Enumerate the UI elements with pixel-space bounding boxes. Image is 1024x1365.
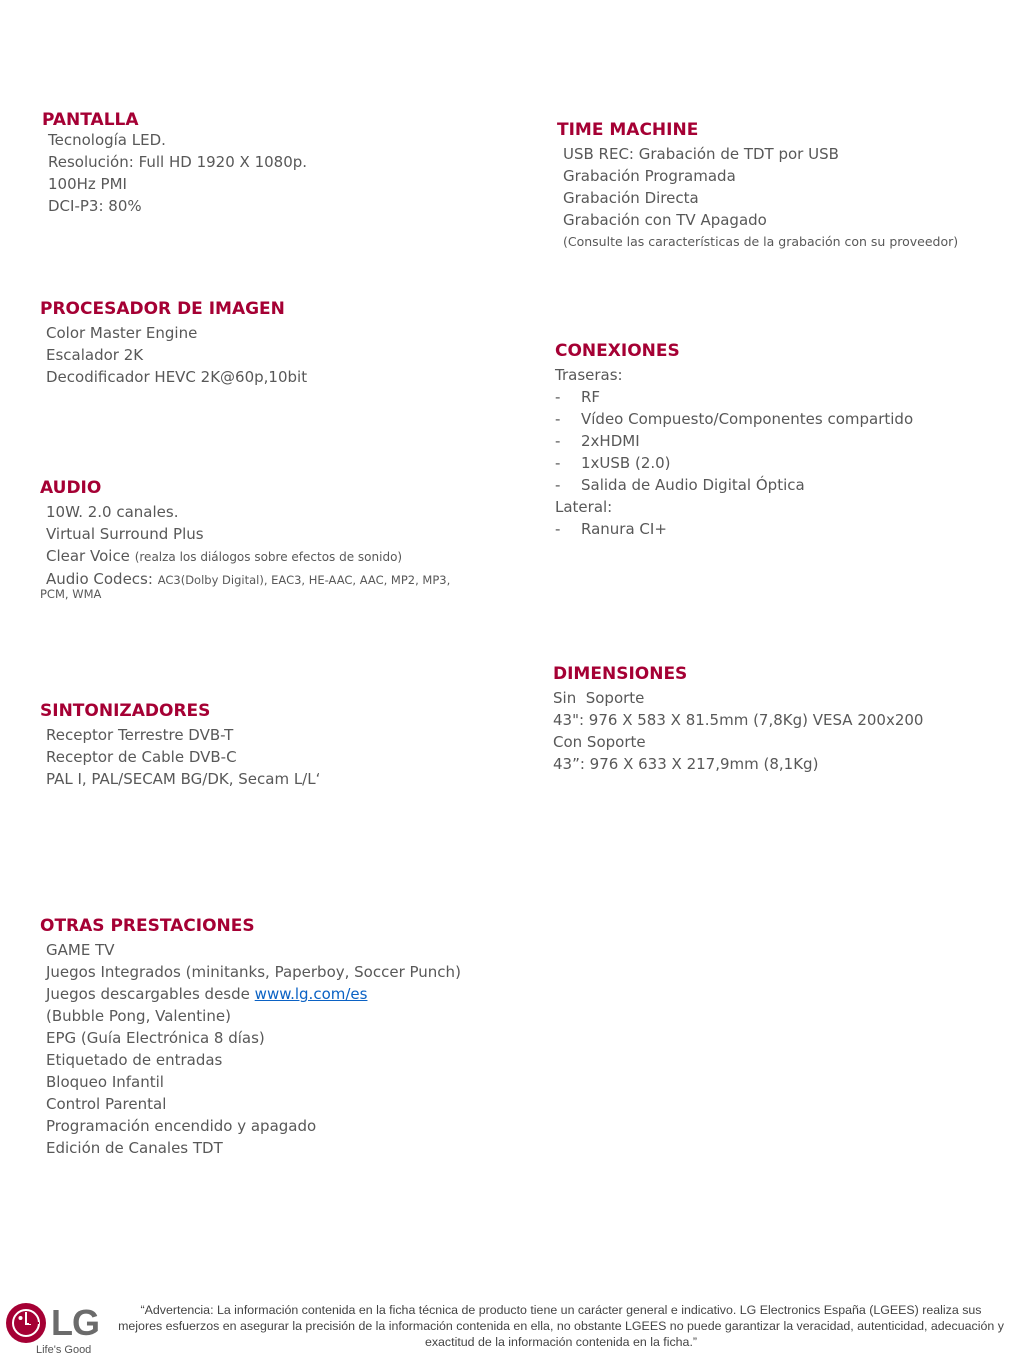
section-title: AUDIO <box>40 478 102 498</box>
spec-line: 100Hz PMI <box>48 175 127 193</box>
recording-note: (Consulte las características de la grabación con su proveedor) <box>563 234 959 249</box>
spec-line: 43": 976 X 583 X 81.5mm (7,8Kg) VESA 200x200 <box>553 711 924 729</box>
section-otras <box>40 915 461 1159</box>
spec-line: 10W. 2.0 canales. <box>46 503 179 521</box>
spec-line: Grabación con TV Apagado <box>563 211 767 229</box>
section-time-machine <box>557 119 958 253</box>
spec-line: Color Master Engine <box>46 324 198 342</box>
connector-item: - Vídeo Compuesto/Componentes compartido <box>555 410 914 428</box>
connector-item: - 2xHDMI <box>555 432 640 450</box>
spec-line: Con Soporte <box>553 733 646 751</box>
rear-label: Traseras: <box>555 366 623 384</box>
disclaimer: “Advertencia: La información contenida en la ficha técnica de producto tiene un carácter general e indicativo. LG Electronics España (LGEES) realiza sus mejores esfuerzos en asegurar la precisión de la información contenida en ella, no obstante LGEES no puede garantizar la veracidad, autenticidad, adecuación y exactitud de la información contenida en la ficha.” <box>118 1303 1004 1349</box>
spec-line: USB REC: Grabación de TDT por USB <box>563 145 839 163</box>
spec-line: Tecnología LED. <box>48 131 166 149</box>
spec-line: GAME TV <box>46 941 115 959</box>
section-title: DIMENSIONES <box>553 664 688 684</box>
spec-line: Control Parental <box>46 1095 167 1113</box>
spec-line: Juegos descargables desde www.lg.com/es <box>46 985 368 1003</box>
spec-line: 43”: 976 X 633 X 217,9mm (8,1Kg) <box>553 755 819 773</box>
spec-line: Juegos Integrados (minitanks, Paperboy, Soccer Punch) <box>46 963 461 981</box>
connector-item: - Ranura CI+ <box>555 520 667 538</box>
spec-line: Decodificador HEVC 2K@60p,10bit <box>46 368 308 386</box>
spec-line: Escalador 2K <box>46 346 144 364</box>
connector-item: - 1xUSB (2.0) <box>555 454 671 472</box>
spec-line: Sin Soporte <box>553 689 645 707</box>
spec-line: Bloqueo Infantil <box>46 1073 164 1091</box>
spec-line: Grabación Directa <box>563 189 699 207</box>
spec-line: PAL I, PAL/SECAM BG/DK, Secam L/L‘ <box>46 770 321 788</box>
spec-line: Receptor Terrestre DVB-T <box>46 726 234 744</box>
lg-website-link[interactable]: www.lg.com/es <box>254 985 368 1003</box>
lg-face-icon <box>6 1303 46 1343</box>
lg-wordmark: LG <box>51 1302 99 1343</box>
section-audio <box>40 477 520 601</box>
spec-line: Receptor de Cable DVB-C <box>46 748 237 766</box>
section-title: CONEXIONES <box>555 341 680 361</box>
codecs-continued: PCM, WMA <box>40 587 102 601</box>
section-title: OTRAS PRESTACIONES <box>40 916 255 936</box>
spec-line: Grabación Programada <box>563 167 736 185</box>
section-title: SINTONIZADORES <box>40 701 211 721</box>
section-title: PANTALLA <box>42 110 139 130</box>
section-pantalla <box>42 109 307 217</box>
section-dimensiones <box>553 663 923 775</box>
lg-tagline: Life's Good <box>36 1344 92 1356</box>
spec-line: DCI-P3: 80% <box>48 197 142 215</box>
spec-line: Clear Voice (realza los diálogos sobre efectos de sonido) <box>46 547 403 565</box>
spec-line: Virtual Surround Plus <box>46 525 204 543</box>
section-sintonizadores <box>40 700 320 790</box>
section-title: PROCESADOR DE IMAGEN <box>40 299 285 319</box>
side-label: Lateral: <box>555 498 613 516</box>
spec-line: EPG (Guía Electrónica 8 días) <box>46 1029 265 1047</box>
spec-line: Resolución: Full HD 1920 X 1080p. <box>48 153 308 171</box>
connector-item: - RF <box>555 388 601 406</box>
section-title: TIME MACHINE <box>557 120 699 140</box>
section-procesador <box>40 298 307 388</box>
spec-line: Etiquetado de entradas <box>46 1051 223 1069</box>
connector-item: - Salida de Audio Digital Óptica <box>555 476 805 494</box>
spec-line: Programación encendido y apagado <box>46 1117 317 1135</box>
spec-line: Edición de Canales TDT <box>46 1139 223 1157</box>
section-conexiones <box>555 340 913 540</box>
spec-line: Audio Codecs: AC3(Dolby Digital), EAC3, HE-AAC, AAC, MP2, MP3, <box>46 570 451 588</box>
spec-line: (Bubble Pong, Valentine) <box>46 1007 231 1025</box>
lg-logo <box>6 1302 118 1358</box>
